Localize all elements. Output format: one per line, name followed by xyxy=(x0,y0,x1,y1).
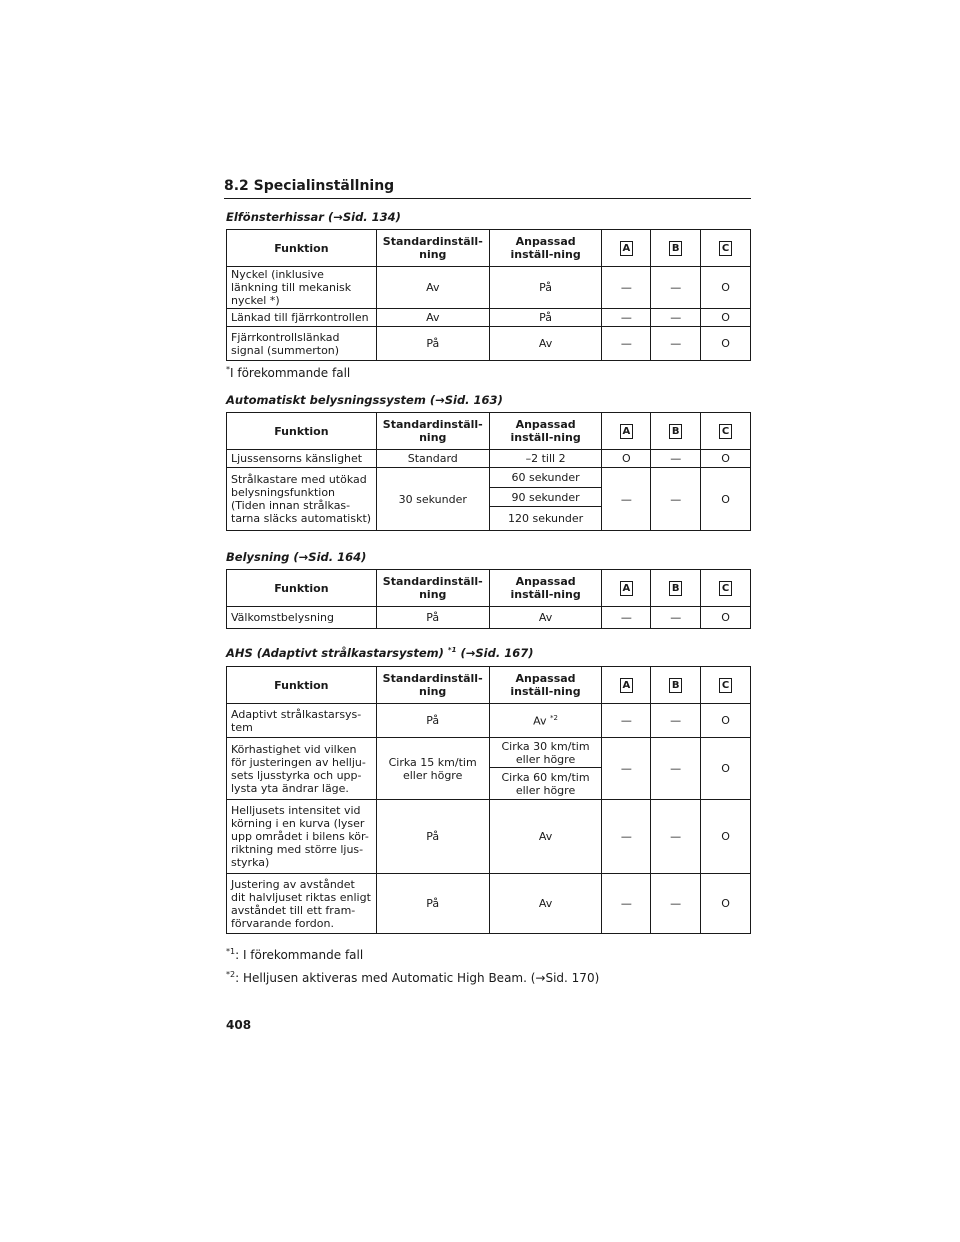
table-row xyxy=(227,704,751,738)
cell-b: — xyxy=(651,607,701,629)
cell-anpassad: 120 sekunder xyxy=(489,507,602,531)
letter-a: A xyxy=(620,424,633,439)
cell-funktion: Ljussensorns känslighet xyxy=(227,450,377,468)
heading-belysning: Belysning (→Sid. 164) xyxy=(226,550,367,564)
footnote-text: : I förekommande fall xyxy=(235,948,364,962)
cell-anpassad xyxy=(489,704,602,738)
cell-funktion: Länkad till fjärrkontrollen xyxy=(227,309,377,327)
cell-a: — xyxy=(602,704,651,738)
cell-funktion: Välkomstbelysning xyxy=(227,607,377,629)
table-row xyxy=(227,450,751,468)
col-b xyxy=(651,413,701,450)
cell-anpassad: På xyxy=(489,309,602,327)
letter-a: A xyxy=(620,678,633,693)
table-row xyxy=(227,800,751,874)
table-row xyxy=(227,327,751,361)
letter-b: B xyxy=(669,241,682,256)
col-b xyxy=(651,230,701,267)
col-anpassad: Anpassad inställ-ning xyxy=(489,570,602,607)
cell-funktion: Helljusets intensitet vid körning i en kurva (lyser upp området i bilens kör-riktning med större ljus-styrka) xyxy=(227,800,377,874)
cell-anpassad: Av xyxy=(489,327,602,361)
table-header-row xyxy=(227,570,751,607)
table-belysning xyxy=(226,569,751,629)
cell-funktion: Justering av avståndet dit halvljuset riktas enligt avståndet till ett fram-förvarande fordon. xyxy=(227,874,377,934)
cell-a: — xyxy=(602,267,651,309)
table-ahs xyxy=(226,666,751,934)
table-row xyxy=(227,874,751,934)
letter-a: A xyxy=(620,581,633,596)
cell-anpassad-text: Av xyxy=(533,714,547,728)
cell-anpassad: 90 sekunder xyxy=(489,488,602,507)
cell-c: O xyxy=(701,327,751,361)
col-funktion: Funktion xyxy=(227,667,377,704)
cell-c: O xyxy=(701,267,751,309)
cell-standard: På xyxy=(376,800,489,874)
table-row xyxy=(227,607,751,629)
cell-c: O xyxy=(701,874,751,934)
cell-funktion: Adaptivt strålkastarsys-tem xyxy=(227,704,377,738)
col-funktion: Funktion xyxy=(227,413,377,450)
cell-c: O xyxy=(701,704,751,738)
cell-anpassad: Cirka 60 km/tim eller högre xyxy=(489,768,602,800)
footnote-ahs-1 xyxy=(226,947,363,962)
table-belysningssystem xyxy=(226,412,751,531)
cell-anpassad: Cirka 30 km/tim eller högre xyxy=(489,738,602,768)
cell-a: O xyxy=(602,450,651,468)
heading-ahs-ref: (→Sid. 167) xyxy=(460,646,534,660)
col-funktion: Funktion xyxy=(227,230,377,267)
cell-standard: Standard xyxy=(376,450,489,468)
heading-belysningssystem: Automatiskt belysningssystem (→Sid. 163) xyxy=(226,393,503,407)
cell-standard: På xyxy=(376,874,489,934)
cell-c: O xyxy=(701,468,751,531)
cell-standard: Av xyxy=(376,267,489,309)
cell-c: O xyxy=(701,607,751,629)
cell-b: — xyxy=(651,468,701,531)
col-b xyxy=(651,570,701,607)
page-number: 408 xyxy=(226,1018,252,1032)
cell-anpassad: Av xyxy=(489,874,602,934)
footnote-text: : Helljusen aktiveras med Automatic High Beam. (→Sid. 170) xyxy=(235,971,600,985)
cell-a: — xyxy=(602,874,651,934)
cell-b: — xyxy=(651,800,701,874)
cell-anpassad: Av xyxy=(489,607,602,629)
table-header-row xyxy=(227,230,751,267)
cell-a: — xyxy=(602,800,651,874)
cell-standard: Av xyxy=(376,309,489,327)
col-a xyxy=(602,230,651,267)
cell-a: — xyxy=(602,468,651,531)
letter-c: C xyxy=(719,424,732,439)
col-a xyxy=(602,413,651,450)
table-row xyxy=(227,267,751,309)
col-funktion: Funktion xyxy=(227,570,377,607)
cell-b: — xyxy=(651,704,701,738)
cell-a: — xyxy=(602,607,651,629)
col-standard: Standardinställ-ning xyxy=(376,413,489,450)
letter-b: B xyxy=(669,424,682,439)
col-standard: Standardinställ-ning xyxy=(376,230,489,267)
cell-funktion: Strålkastare med utökad belysningsfunktion (Tiden innan strålkas-tarna släcks automatiskt) xyxy=(227,468,377,531)
cell-standard: På xyxy=(376,607,489,629)
cell-standard: 30 sekunder xyxy=(376,468,489,531)
letter-c: C xyxy=(719,678,732,693)
table-row xyxy=(227,468,751,488)
col-anpassad: Anpassad inställ-ning xyxy=(489,667,602,704)
heading-ahs xyxy=(226,646,533,660)
cell-a: — xyxy=(602,738,651,800)
section-title: 8.2 Specialinställning xyxy=(224,178,751,199)
letter-a: A xyxy=(620,241,633,256)
col-a xyxy=(602,570,651,607)
cell-anpassad-sup: *2 xyxy=(549,713,558,722)
cell-b: — xyxy=(651,267,701,309)
cell-funktion: Nyckel (inklusive länkning till mekanisk nyckel *) xyxy=(227,267,377,309)
letter-b: B xyxy=(669,678,682,693)
cell-b: — xyxy=(651,738,701,800)
cell-c: O xyxy=(701,309,751,327)
cell-b: — xyxy=(651,327,701,361)
cell-standard: Cirka 15 km/tim eller högre xyxy=(376,738,489,800)
cell-b: — xyxy=(651,309,701,327)
cell-standard: På xyxy=(376,327,489,361)
cell-c: O xyxy=(701,450,751,468)
cell-c: O xyxy=(701,738,751,800)
table-header-row xyxy=(227,413,751,450)
cell-a: — xyxy=(602,309,651,327)
footnote-ahs-2 xyxy=(226,970,599,985)
cell-anpassad: På xyxy=(489,267,602,309)
col-b xyxy=(651,667,701,704)
col-c xyxy=(701,413,751,450)
table-row xyxy=(227,309,751,327)
col-anpassad: Anpassad inställ-ning xyxy=(489,413,602,450)
cell-b: — xyxy=(651,874,701,934)
cell-anpassad: 60 sekunder xyxy=(489,468,602,488)
cell-c: O xyxy=(701,800,751,874)
table-header-row xyxy=(227,667,751,704)
heading-ahs-title: AHS (Adaptivt strålkastarsystem) xyxy=(226,646,444,660)
footnote-mark: *1 xyxy=(226,947,236,956)
cell-b: — xyxy=(651,450,701,468)
letter-c: C xyxy=(719,241,732,256)
cell-standard: På xyxy=(376,704,489,738)
footnote-elfonster: *I förekommande fall xyxy=(226,365,351,380)
col-c xyxy=(701,570,751,607)
cell-anpassad: –2 till 2 xyxy=(489,450,602,468)
footnote-mark: *2 xyxy=(226,970,236,979)
col-standard: Standardinställ-ning xyxy=(376,570,489,607)
col-standard: Standardinställ-ning xyxy=(376,667,489,704)
col-a xyxy=(602,667,651,704)
letter-b: B xyxy=(669,581,682,596)
table-elfonster xyxy=(226,229,751,361)
col-anpassad: Anpassad inställ-ning xyxy=(489,230,602,267)
cell-a: — xyxy=(602,327,651,361)
col-c xyxy=(701,230,751,267)
table-row xyxy=(227,738,751,768)
col-c xyxy=(701,667,751,704)
cell-funktion: Körhastighet vid vilken för justeringen av hellju-sets ljusstyrka och upp-lysta yta ändrar läge. xyxy=(227,738,377,800)
letter-c: C xyxy=(719,581,732,596)
footnote-text: I förekommande fall xyxy=(230,366,351,380)
cell-anpassad: Av xyxy=(489,800,602,874)
heading-elfonster: Elfönsterhissar (→Sid. 134) xyxy=(226,210,401,224)
cell-funktion: Fjärrkontrollslänkad signal (summerton) xyxy=(227,327,377,361)
heading-ahs-sup: *1 xyxy=(447,646,457,655)
